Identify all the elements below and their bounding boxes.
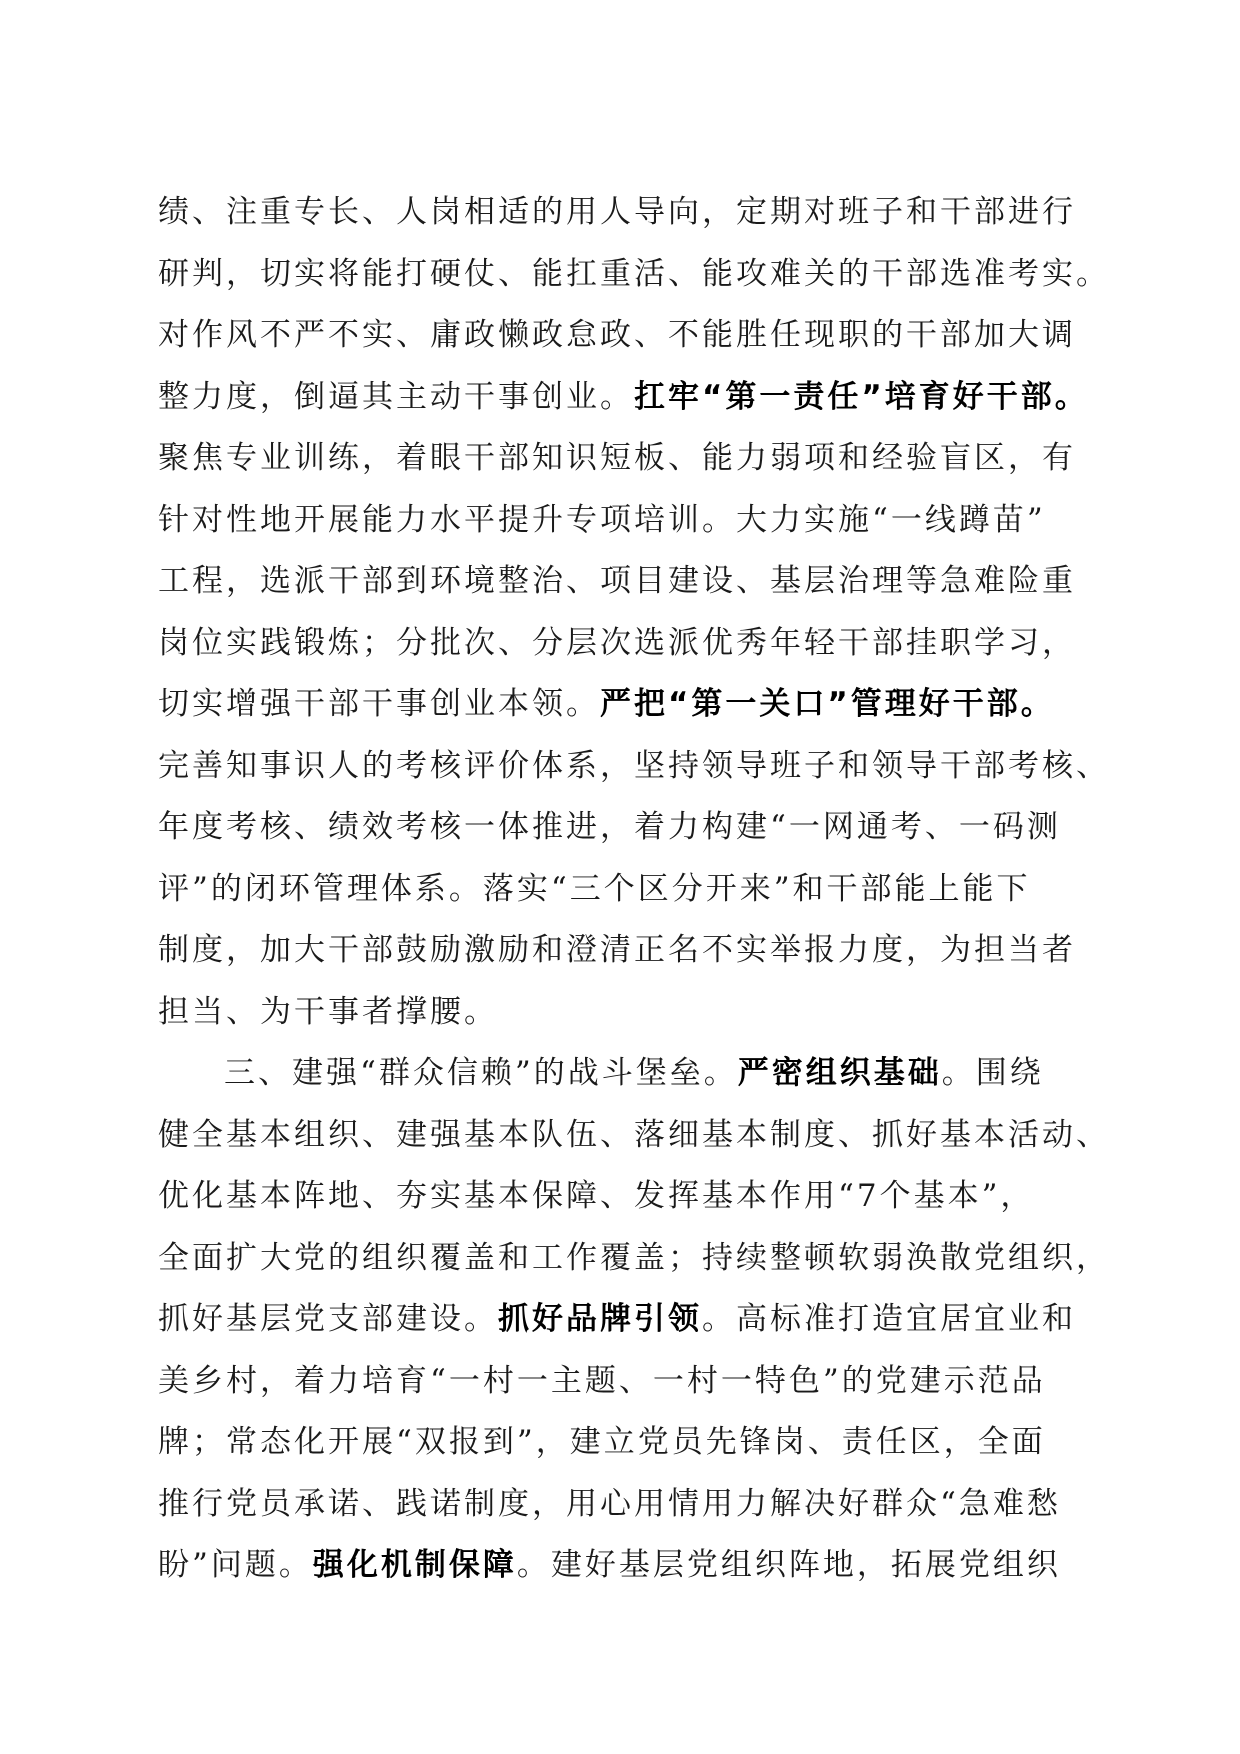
line-text: 三、建强“群众信赖”的战斗堡垒。: [224, 1055, 738, 1091]
text-line: 担当、为干事者撑腰。: [158, 993, 498, 1030]
bold-heading: 强化机制保障: [312, 1547, 517, 1583]
line-text: 整力度，倒逼其主动干事创业。: [158, 378, 634, 415]
text-line: 绩、注重专长、人岗相适的用人导向，定期对班子和干部进行: [158, 194, 1076, 230]
line-text: 抓好基层党支部建设。: [158, 1301, 498, 1337]
line-text-after: 。高标准打造宜居宜业和: [702, 1301, 1076, 1337]
text-line: 优化基本阵地、夯实基本保障、发挥基本作用“7个基本”，: [158, 1178, 1035, 1214]
text-line: 推行党员承诺、践诺制度，用心用情用力解决好群众“急难愁: [158, 1485, 1061, 1522]
text-line: 美乡村，着力培育“一村一主题、一村一特色”的党建示范品: [158, 1362, 1046, 1399]
text-line: 健全基本组织、建强基本队伍、落细基本制度、抓好基本活动、: [158, 1116, 1110, 1153]
body-text: [158, 182, 1110, 1597]
text-line: [158, 367, 1089, 429]
text-line: [158, 1289, 1078, 1351]
text-line: 对作风不严不实、庸政懒政怠政、不能胜任现职的干部加大调: [158, 317, 1076, 353]
text-line: [158, 674, 1078, 736]
bold-heading: 抓好品牌引领: [498, 1301, 702, 1337]
bold-heading: 扛牢“第一责任”培育好干部。: [634, 378, 1089, 415]
line-text: 盼”问题。: [158, 1547, 313, 1583]
text-line: 全面扩大党的组织覆盖和工作覆盖；持续整顿软弱涣散党组织，: [158, 1239, 1110, 1276]
text-line: 聚焦专业训练，着眼干部知识短板、能力弱项和经验盲区，有: [158, 440, 1076, 476]
text-line: 牌；常态化开展“双报到”，建立党员先锋岗、责任区，全面: [158, 1424, 1046, 1460]
bold-heading: 严密组织基础: [737, 1055, 942, 1091]
line-text-after: 。围绕: [941, 1055, 1044, 1091]
text-line: 研判，切实将能打硬仗、能扛重活、能攻难关的干部选准考实。: [158, 255, 1110, 292]
text-line: [158, 1535, 1078, 1597]
text-line: 评”的闭环管理体系。落实“三个区分开来”和干部能上能下: [158, 870, 1031, 907]
text-line: 岗位实践锻炼；分批次、分层次选派优秀年轻干部挂职学习，: [158, 624, 1076, 661]
text-line: 制度，加大干部鼓励激励和澄清正名不实举报力度，为担当者: [158, 932, 1076, 968]
text-line: 工程，选派干部到环境整治、项目建设、基层治理等急难险重: [158, 563, 1076, 599]
text-line: 针对性地开展能力水平提升专项培训。大力实施“一线蹲苗”: [158, 501, 1046, 538]
section-heading-line: [158, 1043, 1078, 1105]
text-line: 完善知事识人的考核评价体系，坚持领导班子和领导干部考核、: [158, 747, 1110, 784]
line-text-after: 。建好基层党组织阵地，拓展党组织: [516, 1547, 1061, 1583]
bold-heading: 严把“第一关口”管理好干部。: [600, 686, 1055, 722]
text-line: 年度考核、绩效考核一体推进，着力构建“一网通考、一码测: [158, 809, 1061, 845]
line-text: 切实增强干部干事创业本领。: [158, 686, 600, 722]
